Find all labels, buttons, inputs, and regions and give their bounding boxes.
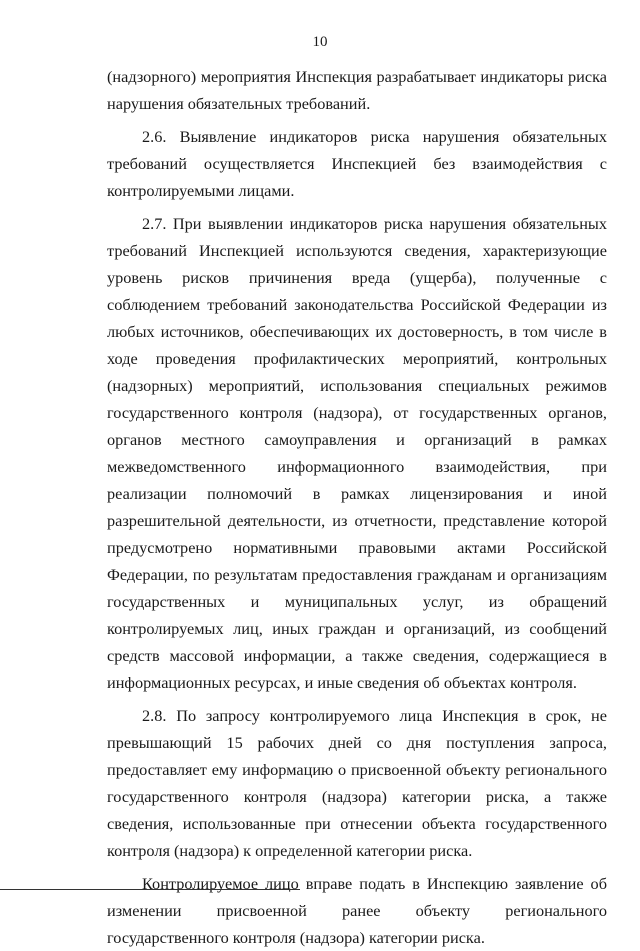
page-number: 10 xyxy=(312,34,328,50)
paragraph-2-6: 2.6. Выявление индикаторов риска нарушения обязательных требований осуществляется Инспекцией без взаимодействия с контролируемыми лицами. xyxy=(107,127,607,200)
footer-divider xyxy=(0,889,300,890)
paragraph-2-7: 2.7. При выявлении индикаторов риска нарушения обязательных требований Инспекцией используются сведения, характеризующие уровень рисков причинения вреда (ущерба), полученные с соблюдением требований законодательства Российской Федерации из любых источников, обеспечивающих их достоверность, в том числе в ходе проведения профилактических мероприятий, контрольных (надзорных) мероприятий, использования специальных режимов государственного контроля (надзора), от государственных органов, органов местного самоуправления и организаций в рамках межведомственного информационного взаимодействия, при реализации полномочий в рамках лицензирования и иной разрешительной деятельности, из отчетности, представление которой предусмотрено нормативными правовыми актами Российской Федерации, по результатам предоставления гражданам и организациям государственных и муниципальных услуг, из обращений контролируемых лиц, иных граждан и организаций, из сообщений средств массовой информации, а также сведения, содержащиеся в информационных ресурсах, и иные сведения об объектах контроля. xyxy=(107,214,607,692)
document-body xyxy=(107,63,607,951)
paragraph-2-8: 2.8. По запросу контролируемого лица Инспекция в срок, не превышающий 15 рабочих дней со дня поступления запроса, предоставляет ему информацию о присвоенной объекту регионального государственного контроля (надзора) категории риска, а также сведения, использованные при отнесении объекта государственного контроля (надзора) к определенной категории риска. xyxy=(107,706,607,860)
paragraph-reclassification-request: Контролируемое лицо вправе подать в Инспекцию заявление об изменении присвоенной ранее объекту регионального государственного контроля (надзора) категории риска. xyxy=(107,874,607,947)
paragraph-continuation: (надзорного) мероприятия Инспекция разрабатывает индикаторы риска нарушения обязательных требований. xyxy=(107,67,607,113)
